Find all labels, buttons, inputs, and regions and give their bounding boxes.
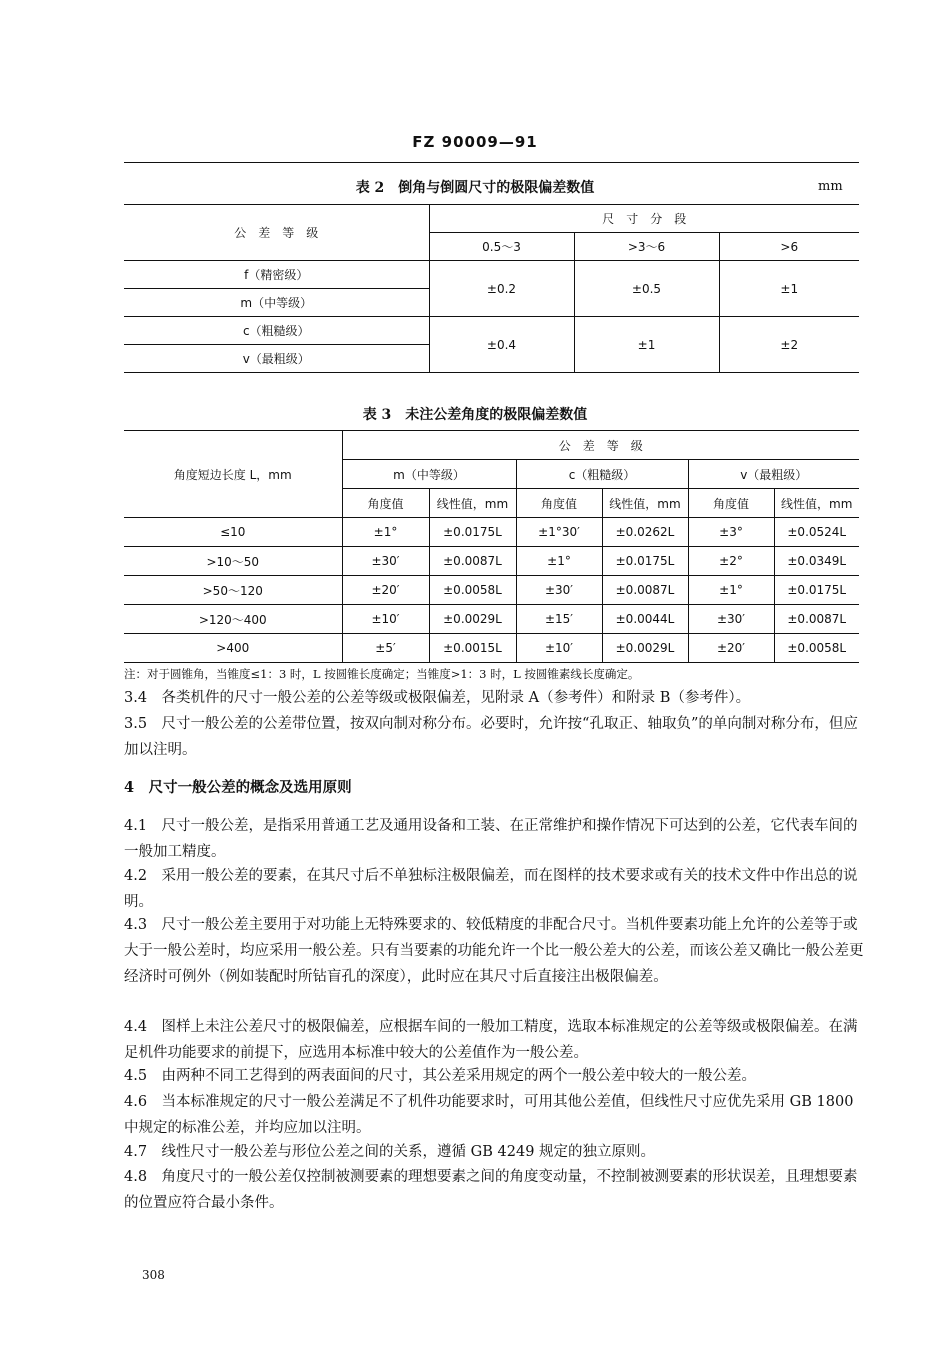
table3-cell: ±30′ xyxy=(516,576,602,605)
table3-cell: ±15′ xyxy=(516,605,602,634)
paragraph-4-8: 4.8 角度尺寸的一般公差仅控制被测要素的理想要素之间的角度变动量，不控制被测要素的形状误差，且理想要素的位置应符合最小条件。 xyxy=(124,1169,858,1211)
table3-cell: ±0.0029L xyxy=(429,605,516,634)
paragraph-4-7: 4.7 线性尺寸一般公差与形位公差之间的关系，遵循 GB 4249 规定的独立原则。 xyxy=(124,1144,656,1160)
table2-cell: ±2 xyxy=(719,317,859,373)
paragraph-4-1: 4.1 尺寸一般公差，是指采用普通工艺及通用设备和工装、在正常维护和操作情况下可达到的公差，它代表车间的一般加工精度。 xyxy=(124,818,858,860)
table3-cell: ±30′ xyxy=(342,547,429,576)
table3-cell: ±0.0087L xyxy=(774,605,859,634)
table3-cell: ±0.0349L xyxy=(774,547,859,576)
table3-sub-angle: 角度值 xyxy=(342,489,429,518)
table3-cell: ±0.0087L xyxy=(602,576,688,605)
table3-sub-linear: 线性值，mm xyxy=(774,489,859,518)
table3-cell: ±0.0058L xyxy=(774,634,859,663)
table2-grade-c: c（粗糙级） xyxy=(124,317,429,345)
table3-row-header: 角度短边长度 L，mm xyxy=(124,431,342,518)
table3-cell: ±0.0262L xyxy=(602,518,688,547)
table3-cell: ±10′ xyxy=(516,634,602,663)
table3-cell: ±0.0029L xyxy=(602,634,688,663)
table-row xyxy=(124,518,859,547)
table3-cell: ±0.0015L xyxy=(429,634,516,663)
header-rule xyxy=(124,162,859,163)
table3-cell: ±3° xyxy=(688,518,774,547)
table3-cell: ±5′ xyxy=(342,634,429,663)
table2-grade-v: v（最粗级） xyxy=(124,345,429,373)
table3-cell: ±0.0175L xyxy=(774,576,859,605)
table3-grade-v: v（最粗级） xyxy=(688,460,859,489)
table3-cell: ±10′ xyxy=(342,605,429,634)
table3-sub-angle: 角度值 xyxy=(516,489,602,518)
table3-sub-linear: 线性值，mm xyxy=(602,489,688,518)
table2-cell: ±0.4 xyxy=(429,317,574,373)
table-row xyxy=(124,605,859,634)
table3-caption: 表 3 未注公差角度的极限偏差数值 xyxy=(362,407,588,423)
table3-cell: ±0.0058L xyxy=(429,576,516,605)
table3-range: >400 xyxy=(124,634,342,663)
table3-range: >50～120 xyxy=(124,576,342,605)
paragraph-4-6: 4.6 当本标准规定的尺寸一般公差满足不了机件功能要求时，可用其他公差值，但线性尺寸应优先采用 GB 1800 中规定的标准公差，并均应加以注明。 xyxy=(124,1094,854,1136)
table3-range: ≤10 xyxy=(124,518,342,547)
table3-cell: ±0.0087L xyxy=(429,547,516,576)
table3-cell: ±0.0175L xyxy=(602,547,688,576)
page-number: 308 xyxy=(142,1268,165,1282)
table2-cell: ±1 xyxy=(719,261,859,317)
table3-cell: ±20′ xyxy=(342,576,429,605)
table2 xyxy=(124,204,859,373)
table-row xyxy=(124,634,859,663)
paragraph-4-2: 4.2 采用一般公差的要素，在其尺寸后不单独标注极限偏差，而在图样的技术要求或有关的技术文件中作出总的说明。 xyxy=(124,868,858,910)
table3-grade-header: 公 差 等 级 xyxy=(342,431,859,460)
table3-cell: ±1° xyxy=(342,518,429,547)
table3-cell: ±0.0524L xyxy=(774,518,859,547)
table2-cell: ±1 xyxy=(574,317,719,373)
table3 xyxy=(124,430,859,663)
table2-size: >6 xyxy=(719,233,859,261)
table2-unit: mm xyxy=(818,179,843,194)
table2-cell: ±0.2 xyxy=(429,261,574,317)
table2-cell: ±0.5 xyxy=(574,261,719,317)
document-code: FZ 90009—91 xyxy=(412,133,538,151)
paragraph-3-5: 3.5 尺寸一般公差的公差带位置，按双向制对称分布。必要时，允许按“孔取正、轴取负”的单向制对称分布，但应加以注明。 xyxy=(124,716,858,758)
table3-grade-m: m（中等级） xyxy=(342,460,516,489)
table2-caption: 表 2 倒角与倒圆尺寸的极限偏差数值 xyxy=(355,180,595,196)
table2-grade-f: f（精密级） xyxy=(124,261,429,289)
section-heading-4: 4 尺寸一般公差的概念及选用原则 xyxy=(124,779,352,796)
table2-size: 0.5～3 xyxy=(429,233,574,261)
table3-cell: ±1° xyxy=(688,576,774,605)
table3-cell: ±0.0044L xyxy=(602,605,688,634)
table3-sub-angle: 角度值 xyxy=(688,489,774,518)
paragraph-4-4: 4.4 图样上未注公差尺寸的极限偏差，应根据车间的一般加工精度，选取本标准规定的公差等级或极限偏差。在满足机件功能要求的前提下，应选用本标准中较大的公差值作为一般公差。 xyxy=(124,1019,858,1061)
paragraph-4-3: 4.3 尺寸一般公差主要用于对功能上无特殊要求的、较低精度的非配合尺寸。当机件要素功能上允许的公差等于或大于一般公差时，均应采用一般公差。只有当要素的功能允许一个比一般公差大的公差，而该公差又确比一般公差更经济时可例外（例如装配时所钻盲孔的深度），此时应在其尺寸后直接注出极限偏差。 xyxy=(124,917,864,985)
table3-cell: ±20′ xyxy=(688,634,774,663)
table2-size: >3～6 xyxy=(574,233,719,261)
table-row xyxy=(124,547,859,576)
table3-cell: ±2° xyxy=(688,547,774,576)
table3-note: 注：对于圆锥角，当锥度≤1：3 时，L 按圆锥长度确定；当锥度>1：3 时，L 按圆锥素线长度确定。 xyxy=(124,667,640,681)
table-row xyxy=(124,576,859,605)
table3-cell: ±1° xyxy=(516,547,602,576)
table2-grade-m: m（中等级） xyxy=(124,289,429,317)
table2-size-header: 尺 寸 分 段 xyxy=(429,205,859,233)
table3-grade-c: c（粗糙级） xyxy=(516,460,688,489)
paragraph-3-4: 3.4 各类机件的尺寸一般公差的公差等级或极限偏差，见附录 A（参考件）和附录 B（参考件）。 xyxy=(124,690,751,706)
table3-range: >120～400 xyxy=(124,605,342,634)
table3-cell: ±0.0175L xyxy=(429,518,516,547)
table3-range: >10～50 xyxy=(124,547,342,576)
table2-grade-header: 公 差 等 级 xyxy=(124,205,429,261)
table3-cell: ±1°30′ xyxy=(516,518,602,547)
table3-cell: ±30′ xyxy=(688,605,774,634)
table3-sub-linear: 线性值，mm xyxy=(429,489,516,518)
paragraph-4-5: 4.5 由两种不同工艺得到的两表面间的尺寸，其公差采用规定的两个一般公差中较大的一般公差。 xyxy=(124,1068,757,1084)
